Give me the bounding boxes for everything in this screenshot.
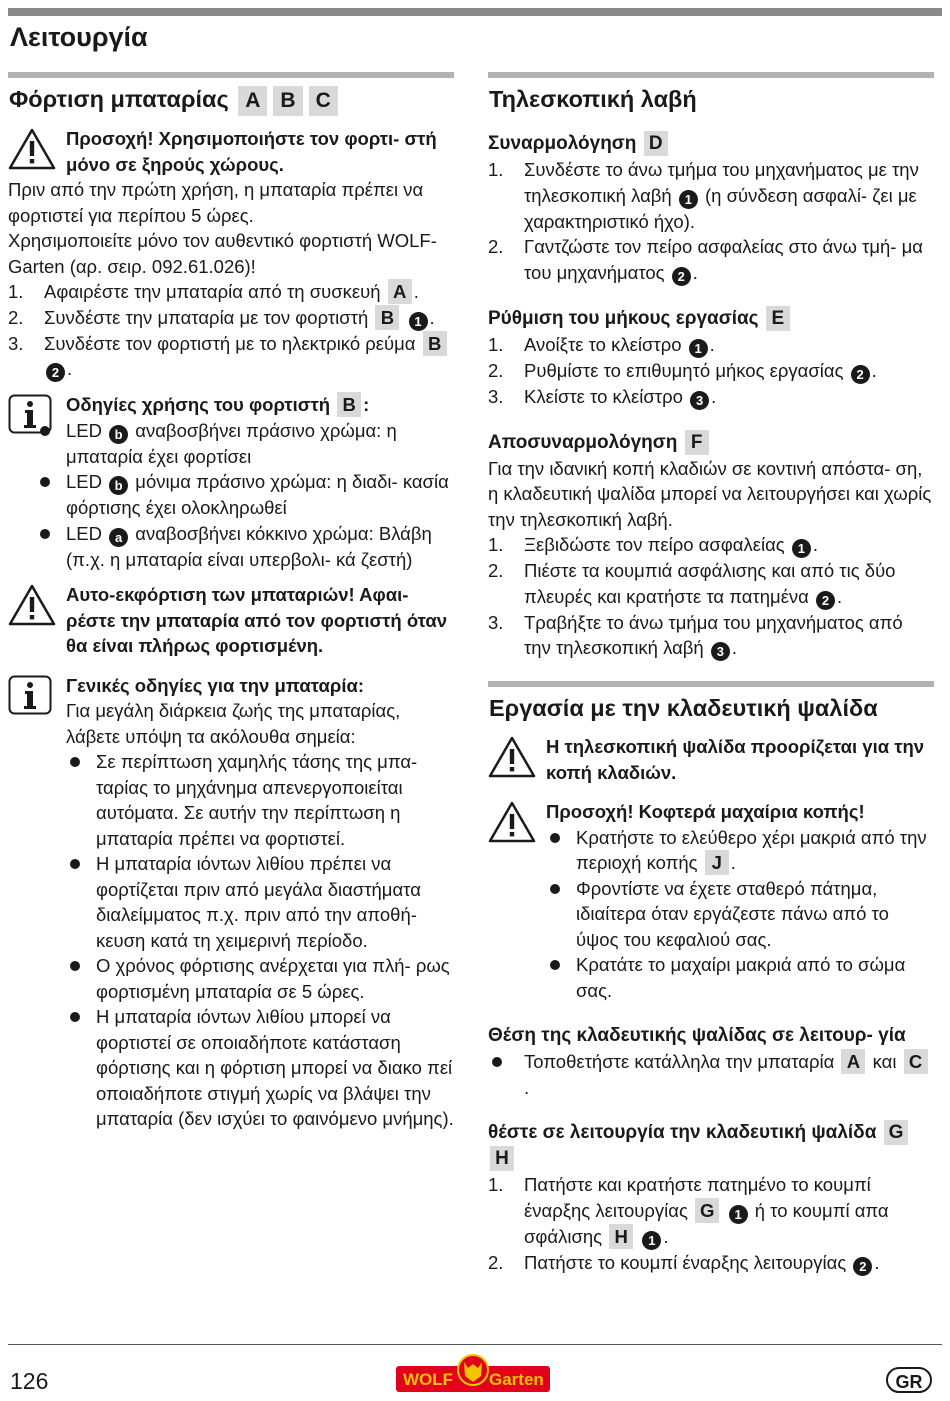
battery-info-intro: Για μεγάλη διάρκεια ζωής της μπαταρίας, λάβετε υπόψη τα ακόλουθα σημεία:: [66, 700, 401, 747]
bullet-icon: [70, 961, 80, 971]
figure-ref: F: [685, 430, 709, 455]
start-title: [488, 1120, 934, 1172]
led-label: LED: [66, 522, 102, 544]
list-item: [488, 332, 934, 358]
led-list: [36, 418, 454, 573]
step-tail: .: [429, 306, 435, 328]
bullet-text: Ο χρόνος φόρτισης ανέρχεται για πλή- ρως φορτισμένη μπαταρία σε 5 ώρες.: [96, 955, 450, 1002]
bullet-icon: [492, 1057, 502, 1067]
warning-dry-rooms: [8, 126, 454, 177]
bullet-text: Φροντίστε να έχετε σταθερό πάτημα, ιδιαίτερα όταν εργάζεστε πάνω από το ύψος του κεφαλιού σας.: [576, 877, 889, 950]
bullet-text: Η μπαταρία ιόντων λιθίου πρέπει να φορτίζεται πριν από μεγάλα διαστήματα διαλείμματος π.χ. πριν από την αποθή- κευση κατά τη χειμερινή περίοδο.: [96, 853, 421, 951]
list-item: [66, 749, 454, 851]
assembly-title-text: Συναρμολόγηση: [488, 133, 637, 154]
list-item: [546, 876, 934, 953]
step-text: Αφαιρέστε την μπαταρία από τη συσκευή: [44, 281, 381, 302]
bullet-text: Τοποθετήστε κατάλληλα την μπαταρία: [524, 1051, 835, 1072]
info-title-text: Οδηγίες χρήσης του φορτιστή: [66, 394, 331, 415]
step-number: 1.: [488, 534, 504, 555]
step-number: 2.: [488, 560, 504, 581]
figure-ref: D: [644, 131, 668, 156]
bullet-text: Η μπαταρία ιόντων λιθίου μπορεί να φορτιστεί σε οποιαδήποτε κατάσταση φόρτισης και η φόρτιση μπορεί να διακο πεί οποιαδήποτε στιγμή χωρίς να βλάψει την μπαταρία (δεν ισχύει το φαινόμενο μνήμης).: [96, 1006, 454, 1129]
step-number: 3.: [8, 332, 24, 354]
callout-number: 1: [689, 339, 708, 358]
step-number: 1.: [488, 1174, 504, 1195]
start-title-text: θέστε σε λειτουργία την κλαδευτική ψαλίδα: [488, 1122, 877, 1143]
bullet-icon: [550, 833, 560, 843]
led-code: a: [109, 528, 128, 547]
svg-text:WOLF: WOLF: [403, 1370, 454, 1389]
warning-icon: [488, 736, 536, 785]
warning-icon: [8, 584, 56, 633]
figure-ref: A: [238, 86, 267, 116]
logo-graphic: [396, 1354, 550, 1394]
position-title: Θέση της κλαδευτικής ψαλίδας σε λειτουρ- γία: [488, 1025, 906, 1046]
length-steps: [488, 332, 934, 410]
assembly-steps: [488, 157, 934, 286]
bullet-icon: [550, 884, 560, 894]
top-rule: [8, 8, 942, 16]
page-number: 126: [10, 1368, 49, 1394]
right-column: [488, 72, 934, 1276]
list-item: [8, 305, 454, 331]
callout-number: 2: [853, 1257, 872, 1276]
list-item: [488, 234, 934, 286]
position-list: [488, 1049, 934, 1100]
list-item: [66, 953, 454, 1004]
step-text: Συνδέστε το άνω τμήμα του μηχανήματος με την τηλεσκοπική λαβή: [524, 159, 919, 206]
list-item: [488, 610, 934, 662]
step-text: Πατήστε και κρατήστε πατημένο το κουμπί έναρξης λειτουργίας: [524, 1174, 871, 1221]
step-text: Κλείστε το κλείστρο: [524, 385, 683, 407]
callout-number: 2: [851, 365, 870, 384]
list-item: [36, 469, 454, 521]
list-item: [66, 851, 454, 953]
step-text: Γαντζώστε τον πείρο ασφαλείας στο άνω τμή- μα του μηχανήματος: [524, 236, 923, 283]
bullet-icon: [70, 757, 80, 767]
callout-number: 1: [642, 1231, 661, 1250]
step-text: Συνδέστε την μπαταρία με τον φορτιστή: [44, 306, 369, 328]
step-text: Συνδέστε τον φορτιστή με το ηλεκτρικό ρεύμα: [44, 332, 416, 354]
warning-text: Προσοχή! Κοφτερά μαχαίρια κοπής!: [546, 801, 865, 822]
step-text: Πιέστε τα κουμπιά ασφάλισης και από τις δύο πλευρές και κρατήστε τα πατημένα: [524, 560, 896, 607]
step-tail: .: [731, 637, 737, 658]
step-tail: (η σύνδεση ασφαλί- ζει με χαρακτηριστικό ήχο).: [524, 184, 917, 232]
list-item: [488, 558, 934, 610]
intro-paragraph: Πριν από την πρώτη χρήση, η μπαταρία πρέπει να φορτιστεί για περίπου 5 ώρες.: [8, 179, 424, 226]
step-number: 2.: [488, 236, 504, 257]
list-item: [488, 358, 934, 384]
led-label: LED: [66, 419, 102, 441]
figure-ref: G: [884, 1120, 909, 1145]
list-item: [488, 1172, 934, 1250]
bullet-icon: [70, 1012, 80, 1022]
section-rule: [488, 681, 934, 687]
list-item: [546, 825, 934, 876]
led-label: LED: [66, 471, 102, 492]
list-item: [488, 1250, 934, 1276]
figure-ref: A: [388, 279, 412, 304]
figure-ref: B: [423, 331, 447, 356]
list-item: [488, 384, 934, 410]
battery-info-note: [8, 673, 454, 1132]
step-text: Πατήστε το κουμπί έναρξης λειτουργίας: [524, 1251, 847, 1273]
disassembly-title: [488, 430, 934, 456]
work-section-title: Εργασία με την κλαδευτική ψαλίδα: [489, 695, 878, 721]
step-tail: .: [874, 1251, 880, 1273]
step-text: Τραβήξτε το άνω τμήμα του μηχανήματος από την τηλεσκοπική λαβή: [524, 611, 903, 658]
step-number: 2.: [488, 1251, 504, 1273]
callout-number: 1: [409, 312, 428, 331]
warning-sharp-blades: [488, 799, 934, 1003]
charging-title-text: Φόρτιση μπαταρίας: [9, 86, 229, 112]
figure-ref: G: [695, 1198, 719, 1223]
bullet-icon: [40, 477, 50, 487]
bullet-icon: [40, 426, 50, 436]
callout-number: 1: [792, 539, 811, 558]
figure-ref: A: [841, 1049, 865, 1074]
disassembly-intro: Για την ιδανική κοπή κλαδιών σε κοντινή απόστα- ση, η κλαδευτική ψαλίδα μπορεί να λειτουργήσει και χωρίς την τηλεσκοπική λαβή.: [488, 457, 932, 530]
step-number: 1.: [488, 333, 504, 355]
charging-section-title: [9, 83, 454, 116]
step-tail: .: [692, 261, 698, 283]
callout-number: 3: [690, 391, 709, 410]
figure-ref: H: [609, 1224, 633, 1249]
led-text: μόνιμα πράσινο χρώμα: η διαδι- κασία φόρτισης έχει ολοκληρωθεί: [66, 471, 449, 518]
step-number: 2.: [488, 359, 504, 381]
country-badge: GR: [886, 1367, 932, 1393]
figure-ref: C: [309, 86, 338, 116]
step-text: Ρυθμίστε το επιθυμητό μήκος εργασίας: [524, 359, 844, 381]
charger-info-title: [66, 392, 454, 418]
bullet-text: και: [872, 1051, 897, 1072]
figure-ref: B: [273, 86, 302, 116]
list-item: [66, 1004, 454, 1132]
bullet-text: Κρατήστε το ελεύθερο χέρι μακριά από την περιοχή κοπής: [576, 826, 927, 873]
left-column: [8, 72, 454, 1132]
list-item: [488, 1049, 934, 1100]
battery-info-title: Γενικές οδηγίες για την μπαταρία:: [66, 674, 365, 696]
callout-number: 2: [816, 591, 835, 610]
footer-rule: [8, 1344, 942, 1345]
battery-list: [66, 749, 454, 1132]
step-tail: .: [871, 359, 877, 381]
callout-number: 3: [711, 642, 730, 661]
intro-paragraph: Χρησιμοποιείτε μόνο τον αυθεντικό φορτιστή WOLF-Garten (αρ. σειρ. 092.61.026)!: [8, 230, 437, 277]
info-colon: :: [363, 394, 370, 415]
warning-text: Αυτο-εκφόρτιση των μπαταριών! Αφαι- ρέστε την μπαταρία από τον φορτιστή όταν θα είναι πλήρως φορτισμένη.: [66, 584, 448, 656]
bullet-text: Κρατάτε το μαχαίρι μακριά από το σώμα σας.: [576, 954, 906, 1001]
charging-steps: [8, 279, 454, 382]
figure-ref: J: [705, 850, 729, 875]
warning-intended-use: [488, 734, 934, 785]
bullet-icon: [70, 859, 80, 869]
list-item: [36, 521, 454, 573]
info-icon: [8, 675, 52, 722]
step-tail: .: [709, 333, 715, 355]
disassembly-steps: [488, 532, 934, 661]
section-rule: [488, 72, 934, 78]
step-number: 1.: [488, 159, 504, 180]
step-tail: .: [711, 385, 717, 407]
led-text: αναβοσβήνει κόκκινο χρώμα: Βλάβη (π.χ. η μπαταρία είναι υπερβολι- κά ζεστή): [66, 522, 432, 570]
start-steps: [488, 1172, 934, 1276]
bullet-text: Σε περίπτωση χαμηλής τάσης της μπα- ταρίας το μηχάνημα απενεργοποιείται αυτόματα. Σε αυτήν την περίπτωση η μπαταρία πρέπει να φορτιστεί.: [96, 751, 418, 849]
led-text: αναβοσβήνει πράσινο χρώμα: η μπαταρία έχει φορτίσει: [66, 419, 397, 467]
list-item: [488, 532, 934, 558]
step-tail: .: [413, 281, 419, 302]
led-code: b: [109, 476, 128, 495]
disassembly-title-text: Αποσυναρμολόγηση: [488, 431, 678, 453]
step-tail: .: [67, 358, 73, 379]
section-rule: [8, 72, 454, 78]
bullet-icon: [40, 529, 50, 539]
bullet-tail: .: [730, 852, 736, 873]
figure-ref: H: [490, 1146, 514, 1171]
warning-icon: [8, 128, 56, 177]
step-number: 3.: [488, 611, 504, 633]
step-text: ή το κουμπί απα σφάλισης: [524, 1199, 889, 1247]
bullet-icon: [550, 960, 560, 970]
warning-self-discharge: [8, 582, 454, 659]
figure-ref: E: [766, 306, 790, 331]
step-number: 2.: [8, 306, 24, 328]
led-code: b: [109, 425, 128, 444]
svg-text:Garten: Garten: [489, 1370, 544, 1389]
step-tail: .: [663, 1225, 669, 1247]
blade-safety-list: [546, 825, 934, 1004]
callout-number: 1: [729, 1205, 748, 1224]
page-title: Λειτουργία: [10, 22, 148, 52]
callout-number: 2: [46, 363, 65, 382]
figure-ref: B: [337, 392, 361, 417]
step-text: Ξεβιδώστε τον πείρο ασφαλείας: [524, 534, 785, 555]
figure-ref: C: [904, 1049, 928, 1074]
figure-ref: B: [375, 305, 399, 330]
list-item: [8, 331, 454, 383]
list-item: [8, 279, 454, 305]
callout-number: 1: [679, 190, 698, 209]
warning-text: Η τηλεσκοπική ψαλίδα προορίζεται για την κοπή κλαδιών.: [546, 736, 925, 783]
step-number: 3.: [488, 385, 504, 407]
charger-info-note: [8, 392, 454, 418]
assembly-title: [488, 131, 934, 157]
step-number: 1.: [8, 281, 24, 302]
step-tail: .: [837, 585, 843, 607]
list-item: [36, 418, 454, 470]
length-title: [488, 306, 934, 332]
telescopic-section-title: Τηλεσκοπική λαβή: [489, 86, 697, 112]
warning-icon: [488, 801, 536, 850]
warning-text: Προσοχή! Χρησιμοποιήστε τον φορτι- στή μόνο σε ξηρούς χώρους.: [66, 128, 437, 175]
step-tail: .: [812, 534, 818, 555]
list-item: [488, 157, 934, 234]
callout-number: 2: [672, 267, 691, 286]
bullet-tail: .: [524, 1076, 530, 1098]
length-title-text: Ρύθμιση του μήκους εργασίας: [488, 307, 759, 329]
list-item: [546, 952, 934, 1003]
step-text: Ανοίξτε το κλείστρο: [524, 333, 682, 355]
